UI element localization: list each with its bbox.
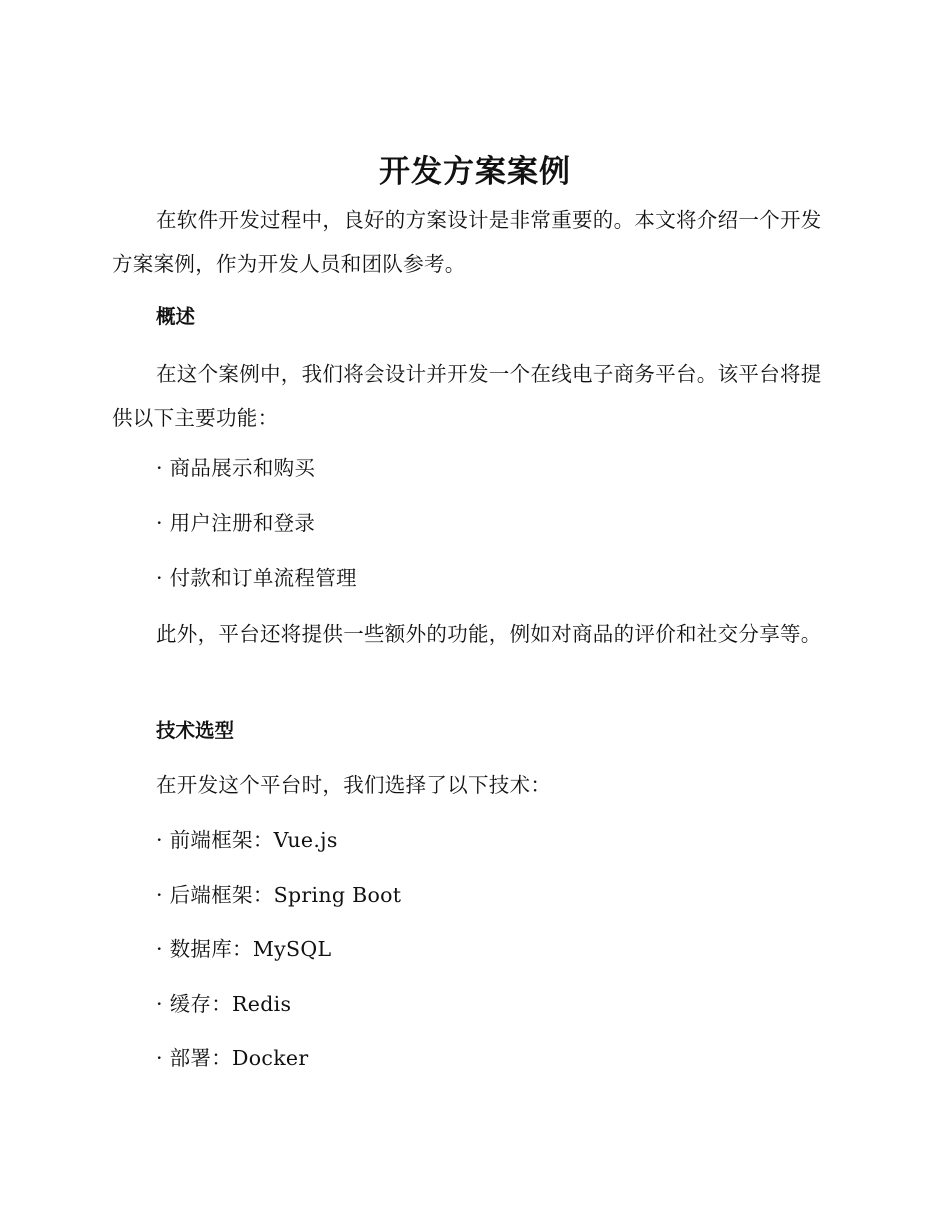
feature-item: · 用户注册和登录 <box>156 511 316 535</box>
document-title: 开发方案案例 <box>379 154 571 190</box>
overview-paragraph: 在这个案例中，我们将会设计并开发一个在线电子商务平台。该平台将提供以下主要功能： <box>112 362 822 430</box>
tech-item: · 前端框架：Vue.js <box>156 828 338 852</box>
intro-paragraph: 在软件开发过程中，良好的方案设计是非常重要的。本文将介绍一个开发方案案例，作为开发人员和团队参考。 <box>112 208 822 276</box>
tech-item: · 后端框架：Spring Boot <box>156 883 402 907</box>
overview-heading: 概述 <box>156 305 196 328</box>
tech-item: · 缓存：Redis <box>156 992 292 1016</box>
tech-item: · 数据库：MySQL <box>156 937 332 961</box>
feature-item: · 付款和订单流程管理 <box>156 566 357 590</box>
tech-paragraph: 在开发这个平台时，我们选择了以下技术： <box>156 773 552 797</box>
extra-paragraph: 此外，平台还将提供一些额外的功能，例如对商品的评价和社交分享等。 <box>156 622 822 646</box>
feature-item: · 商品展示和购买 <box>156 456 316 480</box>
tech-item: · 部署：Docker <box>156 1046 309 1070</box>
tech-heading: 技术选型 <box>156 719 235 742</box>
